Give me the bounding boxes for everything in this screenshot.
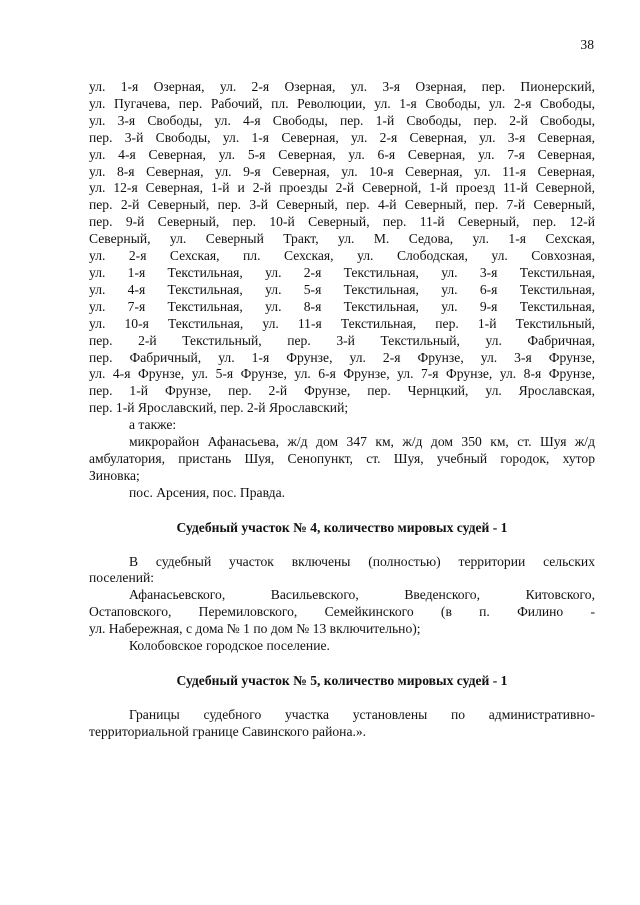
- text-line: Афанасьевского, Васильевского, Введенского, Китовского,: [129, 587, 595, 603]
- text-line: ул. 2-я Сехская, пл. Сехская, ул. Слободская, ул. Совхозная,: [89, 248, 595, 264]
- settlements-line: пос. Арсения, пос. Правда.: [129, 484, 286, 500]
- text-line: Остаповского, Перемиловского, Семейкинского (в п. Филино -: [89, 604, 595, 620]
- text-line: поселений:: [89, 570, 155, 586]
- section-4-settlements: [89, 587, 595, 638]
- text-line: пер. 9-й Северный, пер. 10-й Северный, пер. 11-й Северный, пер. 12-й: [89, 214, 595, 230]
- text-line: ул. 12-я Северная, 1-й и 2-й проезды 2-й Северной, 1-й проезд 11-й Северной,: [89, 180, 595, 196]
- text-line: пер. 2-й Северный, пер. 3-й Северный, пер. 4-й Северный, пер. 7-й Северный,: [89, 197, 595, 213]
- street-list: [89, 79, 595, 417]
- text-line: ул. 10-я Текстильная, ул. 11-я Текстильная, пер. 1-й Текстильный,: [89, 315, 595, 331]
- text-line: Границы судебного участка установлены по административно-: [129, 706, 595, 722]
- text-line: Северный, ул. Северный Тракт, ул. М. Седова, ул. 1-я Сехская,: [89, 231, 595, 247]
- text-line: В судебный участок включены (полностью) территории сельских: [129, 553, 595, 569]
- text-line: ул. 4-я Фрунзе, ул. 5-я Фрунзе, ул. 6-я Фрунзе, ул. 7-я Фрунзе, ул. 8-я Фрунзе,: [89, 366, 595, 382]
- text-line: Зиновка;: [89, 467, 140, 483]
- text-line: ул. 1-я Озерная, ул. 2-я Озерная, ул. 3-я Озерная, пер. Пионерский,: [89, 79, 595, 94]
- section-4-heading: Судебный участок № 4, количество мировых судей - 1: [176, 519, 508, 535]
- text-line: пер. 2-й Текстильный, пер. 3-й Текстильный, ул. Фабричная,: [89, 332, 595, 348]
- text-line: амбулатория, пристань Шуя, Сенопункт, ст. Шуя, учебный городок, хутор: [89, 450, 595, 466]
- text-line: ул. 3-я Свободы, ул. 4-я Свободы, пер. 1-й Свободы, пер. 2-й Свободы,: [89, 112, 595, 128]
- text-line: пер. 1-й Фрунзе, пер. 2-й Фрунзе, пер. Чернцкий, ул. Ярославская,: [89, 383, 595, 399]
- also-line: а также:: [129, 417, 177, 433]
- text-line: ул. Набережная, с дома № 1 по дом № 13 включительно);: [89, 621, 421, 637]
- text-line: ул. 1-я Текстильная, ул. 2-я Текстильная, ул. 3-я Текстильная,: [89, 264, 595, 280]
- text-line: территориальной границе Савинского района.».: [89, 723, 367, 739]
- text-line: пер. 3-й Свободы, ул. 1-я Северная, ул. 2-я Северная, ул. 3-я Северная,: [89, 129, 595, 145]
- text-line: микрорайон Афанасьева, ж/д дом 347 км, ж/д дом 350 км, ст. Шуя ж/д: [129, 434, 595, 450]
- section-5-text: [89, 707, 595, 741]
- text-line: ул. Пугачева, пер. Рабочий, пл. Революции, ул. 1-я Свободы, ул. 2-я Свободы,: [89, 95, 595, 111]
- page-number: 38: [580, 37, 594, 52]
- text-line: пер. Фабричный, ул. 1-я Фрунзе, ул. 2-я Фрунзе, ул. 3-я Фрунзе,: [89, 349, 595, 365]
- urban-settlement-line: Колобовское городское поселение.: [129, 638, 330, 654]
- section-5-heading: Судебный участок № 5, количество мировых судей - 1: [176, 673, 508, 688]
- microdistrict-paragraph: [89, 434, 595, 485]
- text-line: ул. 4-я Текстильная, ул. 5-я Текстильная, ул. 6-я Текстильная,: [89, 281, 595, 297]
- text-line: ул. 8-я Северная, ул. 9-я Северная, ул. 10-я Северная, ул. 11-я Северная,: [89, 163, 595, 179]
- text-line: ул. 4-я Северная, ул. 5-я Северная, ул. 6-я Северная, ул. 7-я Северная,: [89, 146, 595, 162]
- text-line: пер. 1-й Ярославский, пер. 2-й Ярославский;: [89, 400, 349, 416]
- text-line: ул. 7-я Текстильная, ул. 8-я Текстильная, ул. 9-я Текстильная,: [89, 298, 595, 314]
- section-4-intro: [89, 554, 595, 588]
- document-body: [89, 79, 595, 741]
